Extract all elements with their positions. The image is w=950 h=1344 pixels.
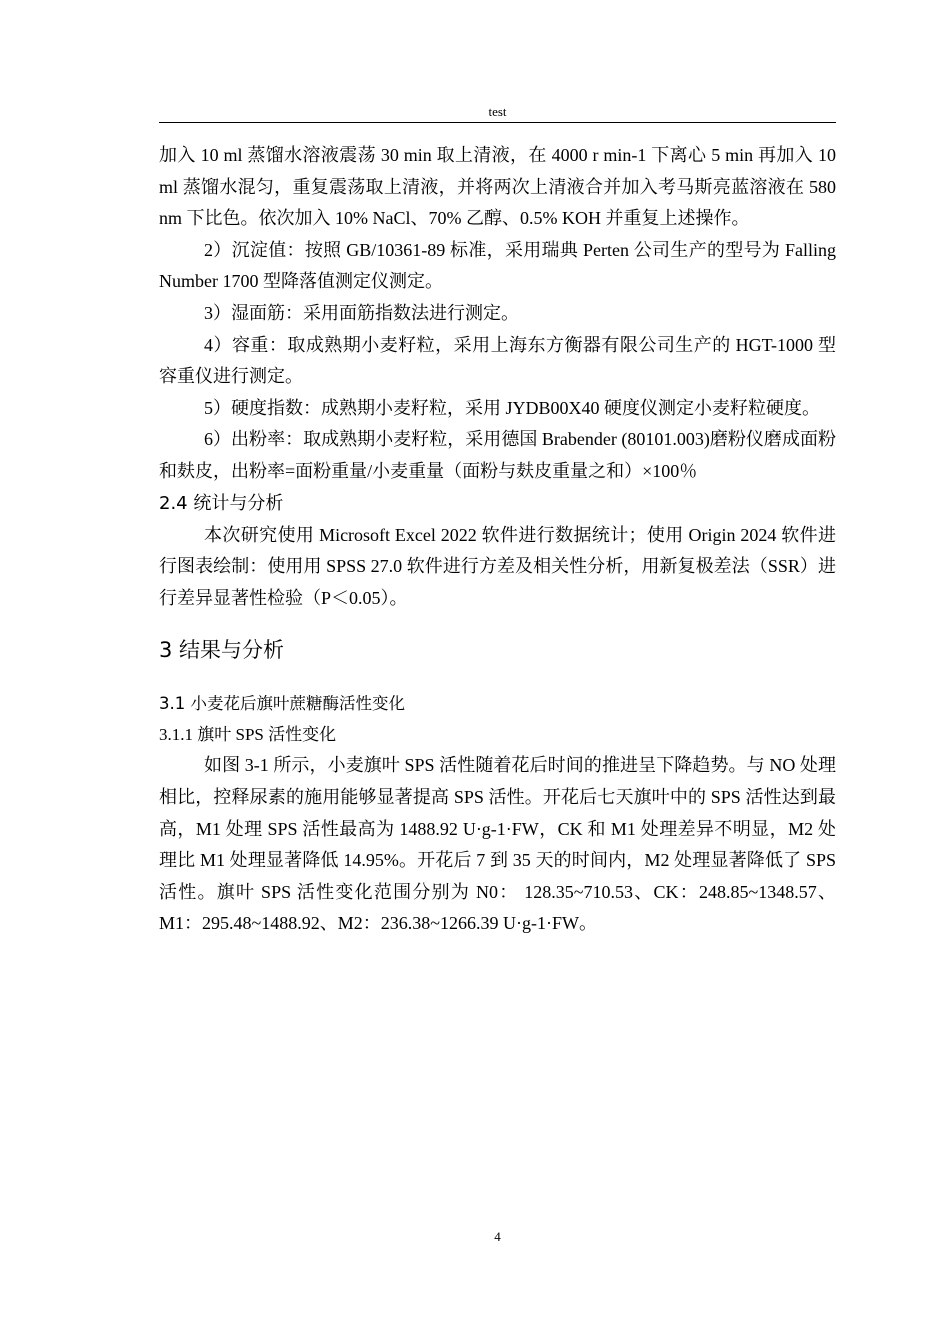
- page-body: [159, 140, 836, 940]
- paragraph-sedimentation: 2）沉淀值：按照 GB/10361-89 标准，采用瑞典 Perten 公司生产的型号为 Falling Number 1700 型降落值测定仪测定。: [159, 239, 836, 292]
- header-rule: [159, 122, 836, 123]
- paragraph-sps-activity: 如图 3-1 所示，小麦旗叶 SPS 活性随着花后时间的推进呈下降趋势。与 NO 处理相比，控释尿素的施用能够显著提高 SPS 活性。开花后七天旗叶中的 SPS 活性达到最高，M1 处理 SPS 活性最高为 1488.92 U·g-1·FW，CK 和 M1 处理差异不明显，M2 处理比 M1 处理显著降低 14.95%。开花后 7 到 35 天的时间内，M2 处理显著降低了 SPS 活性。旗叶 SPS 活性变化范围分别为 N0： 128.35~710.53、CK：248.85~1348.57、M1：295.48~1488.92、M2：236.38~1266.39 U·g-1·FW。: [159, 755, 836, 934]
- paragraph-test-weight: 4）容重：取成熟期小麦籽粒，采用上海东方衡器有限公司生产的 HGT-1000 型容重仪进行测定。: [159, 334, 836, 387]
- heading-3-1: 3.1 小麦花后旗叶蔗糖酶活性变化: [159, 694, 405, 714]
- heading-3-1-1: 3.1.1 旗叶 SPS 活性变化: [159, 725, 337, 745]
- heading-3: 3 结果与分析: [159, 638, 285, 663]
- page-header: test: [488, 104, 507, 119]
- paragraph-flour-yield: 6）出粉率：取成熟期小麦籽粒，采用德国 Brabender (80101.003)磨粉仪磨成面粉和麸皮，出粉率=面粉重量/小麦重量（面粉与麸皮重量之和）×100％: [159, 429, 836, 481]
- heading-2-4: 2.4 统计与分析: [159, 492, 284, 514]
- paragraph-hardness: 5）硬度指数：成熟期小麦籽粒，采用 JYDB00X40 硬度仪测定小麦籽粒硬度。: [204, 397, 821, 418]
- paragraph-protein-method: 加入 10 ml 蒸馏水溶液震荡 30 min 取上清液，在 4000 r min-1 下离心 5 min 再加入 10 ml 蒸馏水混匀，重复震荡取上清液，并将两次上清液合并加入考马斯亮蓝溶液在 580 nm 下比色。依次加入 10% NaCl、70% 乙醇、0.5% KOH 并重复上述操作。: [159, 145, 836, 229]
- page-number: 4: [494, 1229, 501, 1244]
- paragraph-wet-gluten: 3）湿面筋：采用面筋指数法进行测定。: [204, 302, 519, 323]
- paragraph-statistics: 本次研究使用 Microsoft Excel 2022 软件进行数据统计；使用 Origin 2024 软件进行图表绘制：使用用 SPSS 27.0 软件进行方差及相关性分析，用新复极差法（SSR）进行差异显著性检验（P＜0.05）。: [159, 524, 836, 608]
